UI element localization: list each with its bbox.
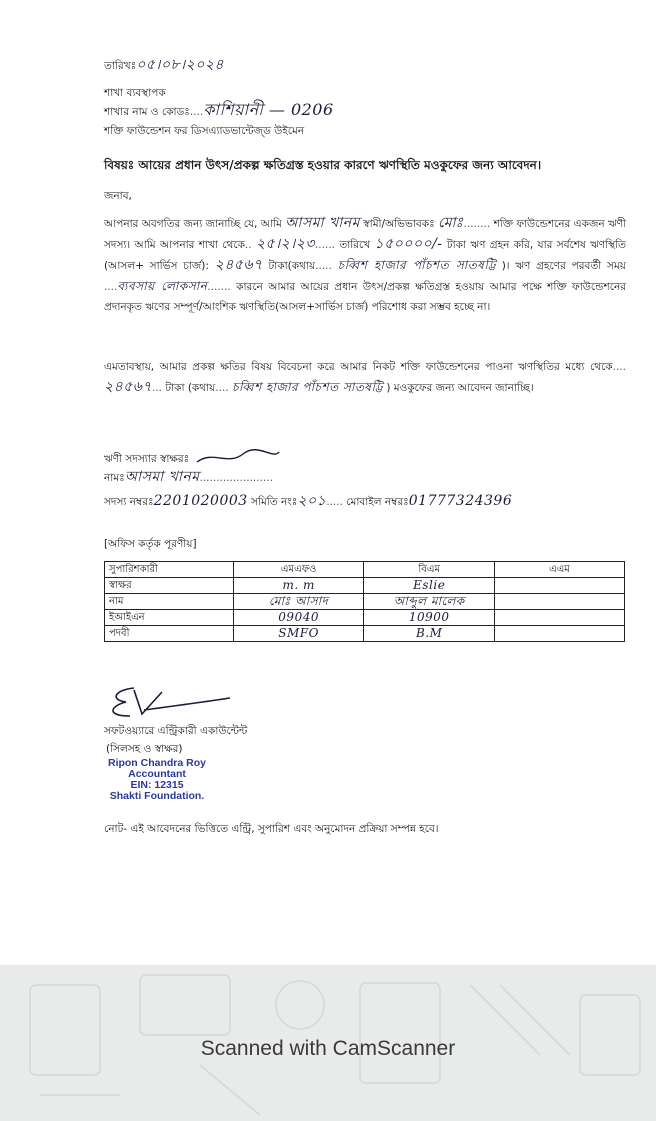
para1-text-g: )। ঋণ গ্রহণের পরবর্তী সময় bbox=[501, 260, 626, 272]
date-value: ০৫।০৮।২০২৪ bbox=[136, 57, 224, 73]
para1-member-name: আসমা খানম bbox=[285, 215, 360, 231]
table-cell: মোঃ আসাদ bbox=[233, 594, 364, 610]
member-number-label: সদস্য নম্বরঃ bbox=[104, 496, 154, 508]
stamp-ein: EIN: 12315 bbox=[130, 779, 184, 791]
mobile-label: মোবাইল নম্বরঃ bbox=[346, 496, 409, 508]
table-row-label: স্বাক্ষর bbox=[105, 578, 234, 594]
para1-reason: ব্যবসায় লোকসান bbox=[117, 279, 208, 293]
salutation: জনাব, bbox=[104, 190, 132, 202]
para1-text-a: আপনার অবগতির জন্য জানাচ্ছি যে, আমি bbox=[104, 218, 282, 230]
stamp-role: Accountant bbox=[128, 768, 186, 780]
para2-text-b: টাকা (কথায় bbox=[165, 382, 216, 394]
stamp-org: Shakti Foundation. bbox=[109, 790, 205, 802]
para1-text-b: স্বামী/অভিভাবকঃ bbox=[363, 218, 435, 230]
samity-label: সমিতি নংঃ bbox=[251, 496, 298, 508]
para2-amount: ২৪৫৬৭ bbox=[104, 379, 152, 395]
recipient-title: শাখা ব্যবস্থাপক bbox=[104, 87, 166, 99]
date-line bbox=[104, 58, 626, 73]
member-name-value: আসমা খানম bbox=[124, 469, 200, 485]
table-header-cell: বিএম bbox=[364, 562, 495, 578]
mobile-value: 01777324396 bbox=[408, 493, 513, 509]
member-signature-label: ঋণী সদস্যার স্বাক্ষরঃ bbox=[104, 453, 190, 465]
table-header-cell: সুপারিশকারী bbox=[105, 562, 234, 578]
accountant-signature-mark bbox=[104, 680, 234, 722]
table-cell: SMFO bbox=[233, 626, 364, 642]
member-name-label: নামঃ bbox=[104, 472, 125, 484]
branch-line: শাখার নাম ও কোডঃ....কাশিয়ানী — 0206 bbox=[104, 100, 334, 119]
camscanner-label: Scanned with CamScanner bbox=[200, 1037, 456, 1060]
table-cell: m. m bbox=[233, 578, 364, 594]
para1-balance-words: চব্বিশ হাজার পাঁচশত সাতষট্টি bbox=[337, 258, 496, 272]
accountant-title: সফটওয়্যারে এন্ট্রিকারী একাউন্টেন্ট bbox=[104, 725, 248, 737]
member-number-value: 2201020003 bbox=[153, 493, 248, 509]
table-row bbox=[105, 626, 625, 642]
subject-line: বিষয়ঃ আয়ের প্রধান উৎস/প্রকল্প ক্ষতিগ্রস্ত হওয়ার কারণে ঋণস্থিতি মওকুফের জন্য আবেদন। bbox=[104, 158, 542, 172]
table-row bbox=[105, 610, 625, 626]
table-cell bbox=[494, 594, 624, 610]
organisation-line: শক্তি ফাউন্ডেশন ফর ডিসএ্যাডভান্টেজ্ড উইমেন bbox=[104, 125, 305, 137]
stamp-name: Ripon Chandra Roy bbox=[107, 757, 206, 769]
table-row-label: নাম bbox=[105, 594, 234, 610]
para1-text-f: টাকা(কথায় bbox=[268, 260, 316, 272]
member-number-line: সদস্য নম্বরঃ2201020003 সমিতি নংঃ২০১..... মোবাইল নম্বরঃ01777324396 bbox=[104, 493, 513, 509]
para1-text-e: টাকা ঋণ গ্রহন করি, যার সর্বশেষ ঋণস্থিতি (আসল+ সার্ভিস চার্জ): bbox=[104, 239, 626, 272]
member-signature-line bbox=[104, 446, 626, 468]
table-cell: আব্দুল মালেক bbox=[364, 594, 495, 610]
member-name-line: নামঃআসমা খানম...................... bbox=[104, 469, 273, 485]
table-cell: 09040 bbox=[233, 610, 364, 626]
note-line: নোট- এই আবেদনের ভিত্তিতে এন্ট্রি, সুপারিশ এবং অনুমোদন প্রক্রিয়া সম্পন্ন হবে। bbox=[104, 823, 439, 835]
office-approval-table bbox=[104, 561, 625, 642]
table-cell bbox=[494, 626, 624, 642]
para1-balance: ২৪৫৬৭ bbox=[214, 257, 263, 273]
table-row-label: পদবী bbox=[105, 626, 234, 642]
accountant-stamp bbox=[92, 758, 222, 802]
office-heading: [অফিস কর্তৃক পূরণীয়] bbox=[104, 538, 197, 550]
para1-guardian: মোঃ bbox=[438, 215, 464, 231]
paragraph-1: আপনার অবগতির জন্য জানাচ্ছি যে, আমি আসমা খানম স্বামী/অভিভাবকঃ মোঃ........ শক্তি ফাউন্ডেশনের একজন ঋণী সদস্য। আমি আপনার শাখা থেকে.. ২৫।২।২৩...... তারিখে ১৫০০০০/- টাকা ঋণ গ্রহন করি, যার সর্বশেষ ঋণস্থিতি (আসল+ সার্ভিস চার্জ): ২৪৫৬৭ টাকা(কথায়..... চব্বিশ হাজার পাঁচশত সাতষট্টি )। ঋণ গ্রহণের পরবর্তী সময় ....ব্যবসায় লোকসান....... কারনে আমার আয়ের প্রধান উৎস/প্রকল্প ক্ষতিগ্রস্ত হওয়ায় আমার পক্ষে শক্তি ফাউন্ডেশনের প্রদানকৃত ঋণের সম্পূর্ণ/আংশিক ঋণস্থিতি(আসল+সার্ভিস চার্জ) পরিশোধ করা সম্ভব হচ্ছে না। bbox=[104, 215, 627, 313]
table-row-label: ইআইএন bbox=[105, 610, 234, 626]
para1-text-d: তারিখে bbox=[339, 239, 371, 251]
branch-value: কাশিয়ানী — 0206 bbox=[203, 100, 334, 119]
samity-value: ২০১ bbox=[297, 493, 327, 509]
para2-text-a: এমতাবস্থায়, আমার প্রকল্প ক্ষতির বিষয় বিবেচনা করে আমার নিকট শক্তি ফাউন্ডেশনের পাওনা ঋণস্থিতির মধ্যে থেকে bbox=[104, 361, 613, 373]
para1-text-h: কারনে আমার আয়ের প্রধান উৎস/প্রকল্প ক্ষতিগ্রস্ত হওয়ায় আমার পক্ষে শক্তি ফাউন্ডেশনের প্রদানকৃত ঋণের সম্পূর্ণ/আংশিক ঋণস্থিতি(আসল+সার্ভিস চার্জ) পরিশোধ করা সম্ভব হচ্ছে না। bbox=[104, 281, 626, 313]
accountant-seal-note: (সিলসহ ও স্বাক্ষর) bbox=[106, 743, 183, 755]
member-signature-mark bbox=[193, 446, 283, 468]
table-header-cell: এএম bbox=[494, 562, 624, 578]
para1-text-c: শক্তি ফাউন্ডেশনের একজন ঋণী সদস্য। আমি আপনার শাখা থেকে bbox=[104, 218, 627, 251]
para1-loan-amount: ১৫০০০০/- bbox=[374, 236, 443, 252]
branch-label: শাখার নাম ও কোডঃ bbox=[104, 106, 190, 118]
table-cell bbox=[494, 610, 624, 626]
table-cell: B.M bbox=[364, 626, 495, 642]
date-label: তারিখঃ bbox=[104, 60, 137, 72]
para1-loan-date: ২৫।২।২৩ bbox=[255, 236, 315, 252]
paragraph-2: এমতাবস্থায়, আমার প্রকল্প ক্ষতির বিষয় বিবেচনা করে আমার নিকট শক্তি ফাউন্ডেশনের পাওনা ঋণস্থিতির মধ্যে থেকে.... ২৪৫৬৭... টাকা (কথায়.... চব্বিশ হাজার পাঁচশত সাতষট্টি ) মওকুফের জন্য আবেদন জানাচ্ছি। bbox=[104, 361, 626, 395]
table-header-cell: এমএফও bbox=[233, 562, 364, 578]
camscanner-footer bbox=[0, 965, 656, 1121]
table-row bbox=[105, 594, 625, 610]
table-cell: 10900 bbox=[364, 610, 495, 626]
table-header-row bbox=[105, 562, 625, 578]
table-cell: Eslie bbox=[364, 578, 495, 594]
table-row bbox=[105, 578, 625, 594]
table-cell bbox=[494, 578, 624, 594]
para2-text-c: ) মওকুফের জন্য আবেদন জানাচ্ছি। bbox=[386, 382, 534, 394]
para2-amount-words: চব্বিশ হাজার পাঁচশত সাতষট্টি bbox=[232, 380, 383, 394]
